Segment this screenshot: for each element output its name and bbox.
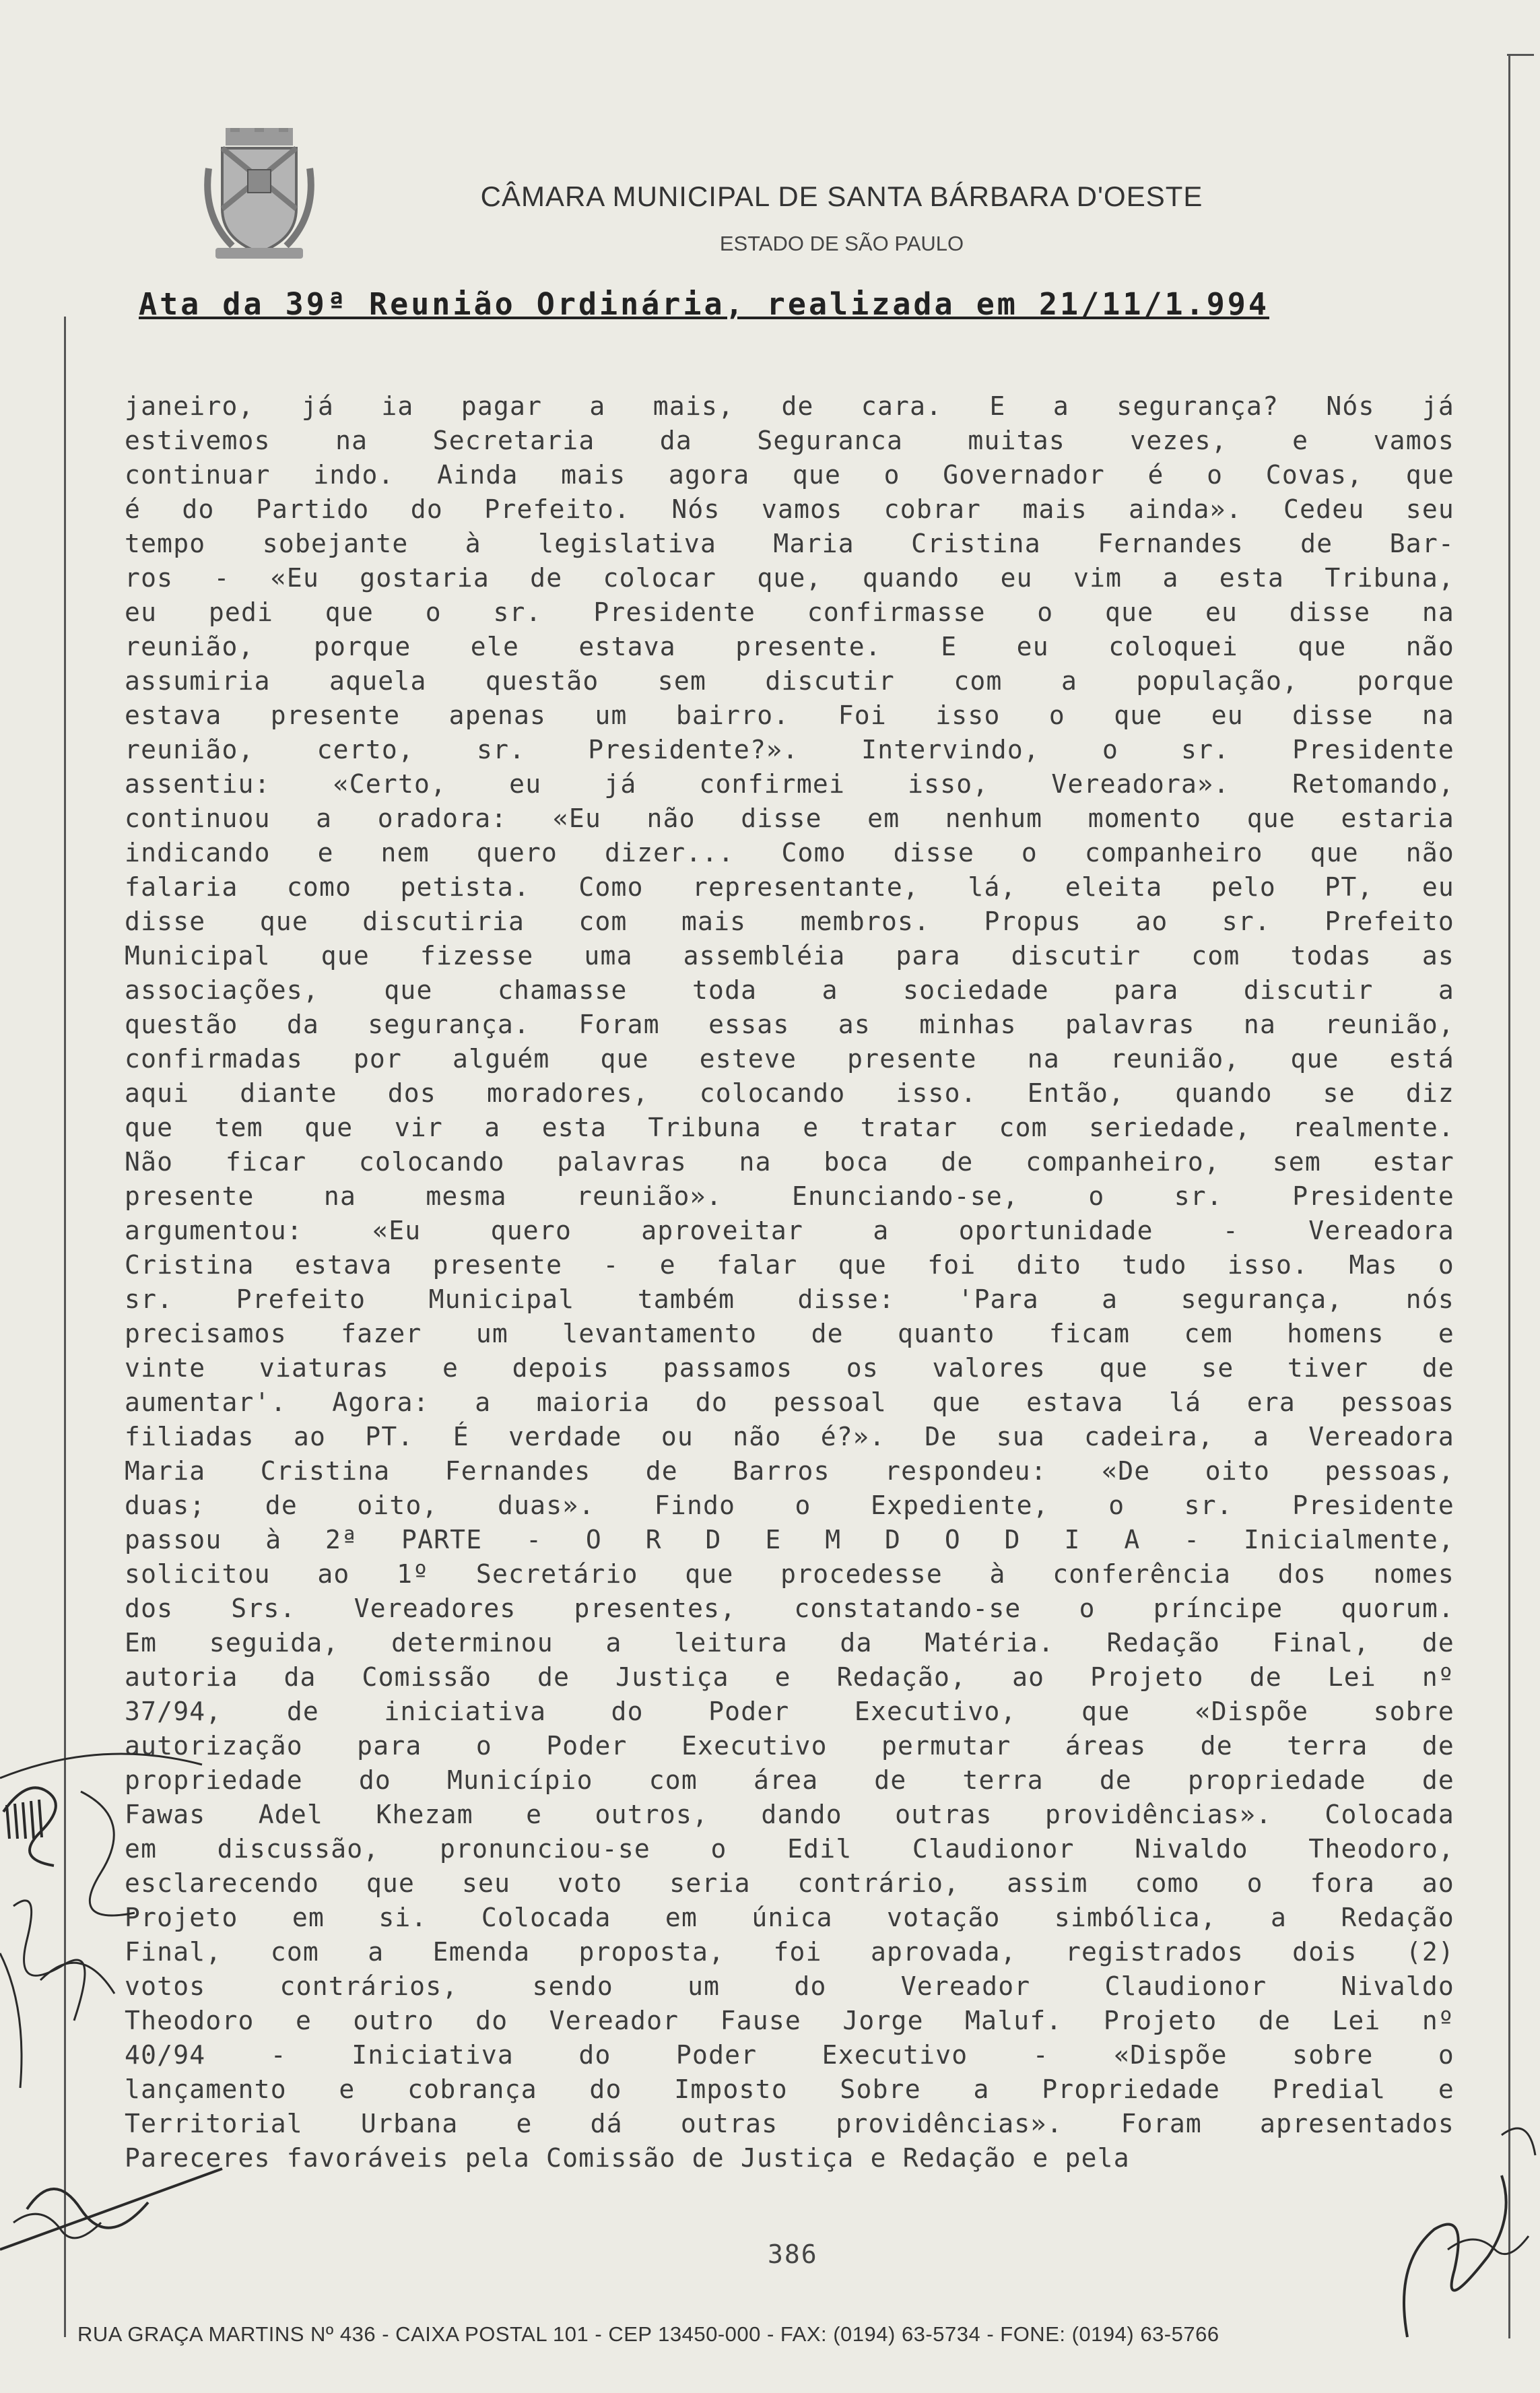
- text-line: Territorial Urbana e dá outras providências». Foram apresentados: [125, 2109, 1454, 2138]
- text-line: continuou a oradora: «Eu não disse em nenhum momento que estaria: [125, 804, 1454, 833]
- text-line: lançamento e cobrança do Imposto Sobre a Propriedade Predial e: [125, 2074, 1454, 2104]
- text-line: é do Partido do Prefeito. Nós vamos cobrar mais ainda». Cedeu seu: [125, 494, 1454, 524]
- text-line: continuar indo. Ainda mais agora que o Governador é o Covas, que: [125, 460, 1454, 490]
- text-line: propriedade do Município com área de terra de propriedade de: [125, 1765, 1454, 1795]
- text-line: Fawas Adel Khezam e outros, dando outras providências». Colocada: [125, 1800, 1454, 1829]
- text-line: Municipal que fizesse uma assembléia para discutir com todas as: [125, 941, 1454, 971]
- text-line: reunião, certo, sr. Presidente?». Intervindo, o sr. Presidente: [125, 735, 1454, 764]
- text-line: Projeto em si. Colocada em única votação simbólica, a Redação: [125, 1903, 1454, 1932]
- text-line: estivemos na Secretaria da Seguranca muitas vezes, e vamos: [125, 426, 1454, 455]
- text-line: tempo sobejante à legislativa Maria Cristina Fernandes de Bar-: [125, 529, 1454, 558]
- text-line: vinte viaturas e depois passamos os valores que se tiver de: [125, 1353, 1454, 1383]
- text-line: Não ficar colocando palavras na boca de companheiro, sem estar: [125, 1147, 1454, 1177]
- text-line: estava presente apenas um bairro. Foi isso o que eu disse na: [125, 700, 1454, 730]
- address-footer: RUA GRAÇA MARTINS Nº 436 - CAIXA POSTAL 101 - CEP 13450-000 - FAX: (0194) 63-5734 - FONE: (0194) 63-5766: [77, 2322, 1219, 2346]
- minutes-title: Ata da 39ª Reunião Ordinária, realizada em 21/11/1.994: [139, 286, 1269, 322]
- text-line: autoria da Comissão de Justiça e Redação, ao Projeto de Lei nº: [125, 1662, 1454, 1692]
- text-line: indicando e nem quero dizer... Como disse o companheiro que não: [125, 838, 1454, 867]
- right-margin-rule: [1508, 55, 1510, 2338]
- text-line: eu pedi que o sr. Presidente confirmasse o que eu disse na: [125, 597, 1454, 627]
- text-line: Final, com a Emenda proposta, foi aprovada, registrados dois (2): [125, 1937, 1454, 1967]
- coat-of-arms-seal: [202, 128, 316, 263]
- text-line: precisamos fazer um levantamento de quanto ficam cem homens e: [125, 1319, 1454, 1348]
- text-line: sr. Prefeito Municipal também disse: 'Para a segurança, nós: [125, 1284, 1454, 1314]
- margin-signatures: [0, 1738, 283, 2303]
- text-line: ros - «Eu gostaria de colocar que, quando eu vim a esta Tribuna,: [125, 563, 1454, 593]
- text-line: argumentou: «Eu quero aproveitar a oportunidade - Vereadora: [125, 1216, 1454, 1245]
- text-line: dos Srs. Vereadores presentes, constatando-se o príncipe quorum.: [125, 1594, 1454, 1623]
- text-line: reunião, porque ele estava presente. E eu coloquei que não: [125, 632, 1454, 661]
- state-name: ESTADO DE SÃO PAULO: [719, 232, 964, 255]
- text-line: esclarecendo que seu voto seria contrário, assim como o fora ao: [125, 1868, 1454, 1898]
- text-line: 40/94 - Iniciativa do Poder Executivo - «Dispõe sobre o: [125, 2040, 1454, 2070]
- text-line: presente na mesma reunião». Enunciando-se, o sr. Presidente: [125, 1181, 1454, 1211]
- text-line: em discussão, pronunciou-se o Edil Claudionor Nivaldo Theodoro,: [125, 1834, 1454, 1864]
- text-line: janeiro, já ia pagar a mais, de cara. E a segurança? Nós já: [125, 391, 1454, 421]
- text-line: Pareceres favoráveis pela Comissão de Justiça e Redação e pela: [125, 2143, 1130, 2173]
- text-line: passou à 2ª PARTE - O R D E M D O D I A - Inicialmente,: [125, 1525, 1454, 1554]
- text-line: solicitou ao 1º Secretário que procedesse à conferência dos nomes: [125, 1559, 1454, 1589]
- text-line: Maria Cristina Fernandes de Barros respondeu: «De oito pessoas,: [125, 1456, 1454, 1486]
- text-line: Theodoro e outro do Vereador Fause Jorge Maluf. Projeto de Lei nº: [125, 2006, 1454, 2035]
- institution-name: CÂMARA MUNICIPAL DE SANTA BÁRBARA D'OESTE: [480, 181, 1203, 212]
- top-corner-rule: [1507, 54, 1534, 56]
- text-line: assentiu: «Certo, eu já confirmei isso, Vereadora». Retomando,: [125, 769, 1454, 799]
- text-line: assumiria aquela questão sem discutir com a população, porque: [125, 666, 1454, 696]
- page-number: 386: [768, 2239, 818, 2269]
- text-line: Cristina estava presente - e falar que foi dito tudo isso. Mas o: [125, 1250, 1454, 1280]
- text-line: filiadas ao PT. É verdade ou não é?». De sua cadeira, a Vereadora: [125, 1422, 1454, 1451]
- text-line: autorização para o Poder Executivo permutar áreas de terra de: [125, 1731, 1454, 1761]
- text-line: 37/94, de iniciativa do Poder Executivo, que «Dispõe sobre: [125, 1697, 1454, 1726]
- text-line: duas; de oito, duas». Findo o Expediente, o sr. Presidente: [125, 1490, 1454, 1520]
- text-line: disse que discutiria com mais membros. Propus ao sr. Prefeito: [125, 907, 1454, 936]
- text-line: aqui diante dos moradores, colocando isso. Então, quando se diz: [125, 1078, 1454, 1108]
- text-line: questão da segurança. Foram essas as minhas palavras na reunião,: [125, 1010, 1454, 1039]
- minutes-body: [125, 389, 1454, 2175]
- text-line: aumentar'. Agora: a maioria do pessoal que estava lá era pessoas: [125, 1387, 1454, 1417]
- text-line: que tem que vir a esta Tribuna e tratar com seriedade, realmente.: [125, 1113, 1454, 1142]
- text-line: falaria como petista. Como representante, lá, eleita pelo PT, eu: [125, 872, 1454, 902]
- text-line: confirmadas por alguém que esteve presente na reunião, que está: [125, 1044, 1454, 1074]
- text-line: votos contrários, sendo um do Vereador Claudionor Nivaldo: [125, 1971, 1454, 2001]
- text-line: Em seguida, determinou a leitura da Matéria. Redação Final, de: [125, 1628, 1454, 1658]
- text-line: associações, que chamasse toda a sociedade para discutir a: [125, 975, 1454, 1005]
